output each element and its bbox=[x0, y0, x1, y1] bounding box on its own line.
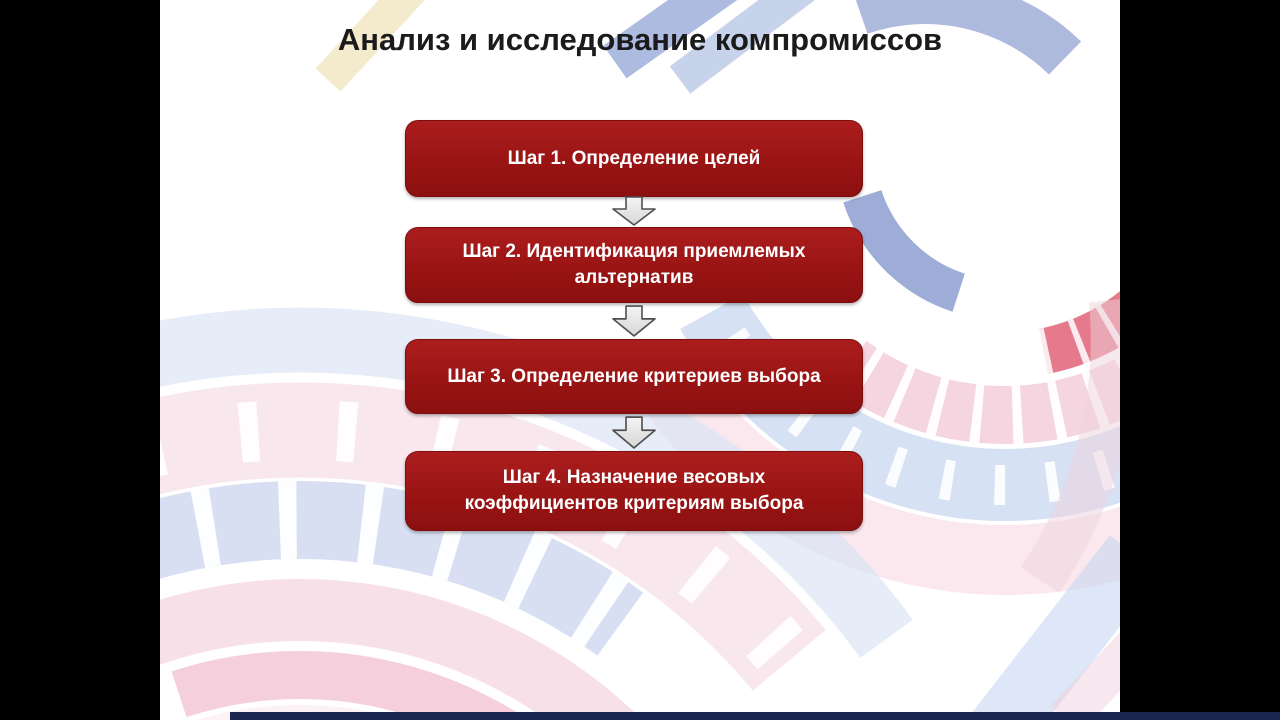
step-1-label: Шаг 1. Определение целей bbox=[507, 147, 761, 169]
step-2-label: Шаг 2. Идентификация приемлемых альтернатив bbox=[462, 241, 806, 288]
step-box-2 bbox=[405, 227, 863, 303]
down-arrow-icon bbox=[611, 196, 657, 226]
down-arrow-icon bbox=[611, 305, 657, 337]
bottom-navy-strip bbox=[230, 712, 1280, 720]
pillarbox-left bbox=[0, 0, 160, 720]
step-box-1 bbox=[405, 120, 863, 197]
pillarbox-right bbox=[1120, 0, 1280, 720]
step-4-label: Шаг 4. Назначение весовых коэффициентов критериям выбора bbox=[464, 467, 804, 514]
slide-title: Анализ и исследование компромиссов bbox=[337, 22, 943, 57]
step-3-label: Шаг 3. Определение критериев выбора bbox=[447, 365, 821, 387]
down-arrow-icon bbox=[611, 416, 657, 449]
step-box-3 bbox=[405, 339, 863, 414]
step-box-4 bbox=[405, 451, 863, 531]
presentation-slide bbox=[160, 0, 1120, 720]
